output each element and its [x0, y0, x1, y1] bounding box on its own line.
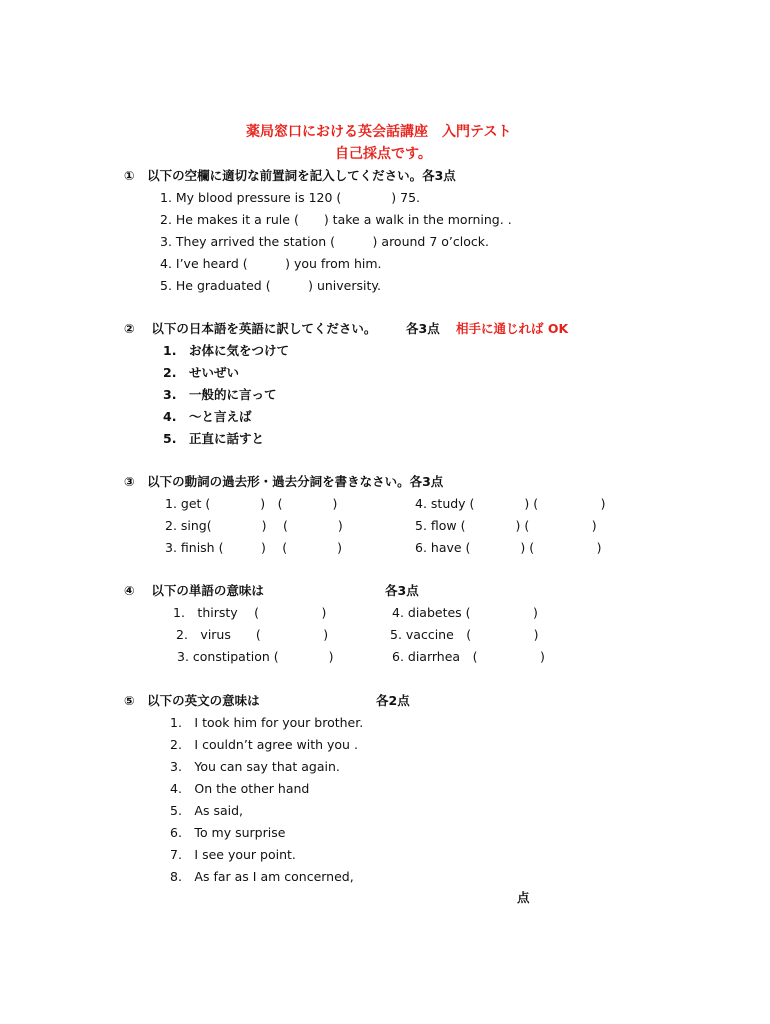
- s2-item-4: 4. ～と言えば: [163, 409, 252, 424]
- s5-item-8: 8. As far as I am concerned,: [170, 869, 354, 884]
- section-5-header: ⑤ 以下の英文の意味は: [124, 693, 260, 708]
- s1-item-2: 2. He makes it a rule ( ) take a walk in the morning. .: [160, 212, 512, 227]
- s3-item-1: 1. get ( ) ( ): [165, 496, 338, 511]
- section-2-note: 相手に通じれば OK: [456, 321, 569, 336]
- page-subtitle: 自己採点です。: [335, 146, 432, 162]
- s1-item-1: 1. My blood pressure is 120 ( ) 75.: [160, 190, 421, 205]
- s4-item-6: 6. diarrhea ( ): [392, 649, 545, 664]
- s1-item-3: 3. They arrived the station ( ) around 7 o’clock.: [160, 234, 489, 249]
- section-5-points: 各2点: [376, 693, 410, 708]
- s2-item-5: 5. 正直に話すと: [163, 431, 264, 446]
- section-1-header: ① 以下の空欄に適切な前置詞を記入してください。各3点: [124, 168, 456, 183]
- s1-item-5: 5. He graduated ( ) university.: [160, 278, 381, 293]
- section-3-header: ③ 以下の動詞の過去形・過去分詞を書きなさい。各3点: [124, 474, 444, 489]
- s5-item-1: 1. I took him for your brother.: [170, 715, 364, 730]
- s4-item-1: 1. thirsty ( ): [173, 605, 327, 620]
- s5-item-6: 6. To my surprise: [170, 825, 286, 840]
- score-label: 点: [517, 890, 530, 905]
- s5-item-4: 4. On the other hand: [170, 781, 310, 796]
- s3-item-6: 6. have ( ) ( ): [415, 540, 602, 555]
- section-2-points: 各3点: [406, 321, 440, 336]
- section-2-header: ② 以下の日本語を英語に訳してください。: [124, 321, 377, 336]
- s5-item-5: 5. As said,: [170, 803, 244, 818]
- s4-item-3: 3. constipation ( ): [177, 649, 334, 664]
- section-4-header: ④ 以下の単語の意味は: [124, 583, 264, 598]
- s4-item-4: 4. diabetes ( ): [392, 605, 538, 620]
- s3-item-3: 3. finish ( ) ( ): [165, 540, 343, 555]
- s4-item-5: 5. vaccine ( ): [390, 627, 539, 642]
- s3-item-5: 5. flow ( ) ( ): [415, 518, 597, 533]
- s2-item-3: 3. 一般的に言って: [163, 387, 277, 402]
- s2-item-2: 2. せいぜい: [163, 365, 239, 380]
- s3-item-4: 4. study ( ) ( ): [415, 496, 606, 511]
- s5-item-3: 3. You can say that again.: [170, 759, 340, 774]
- section-4-points: 各3点: [385, 583, 419, 598]
- s3-item-2: 2. sing( ) ( ): [165, 518, 343, 533]
- page-title: 薬局窓口における英会話講座 入門テスト: [246, 124, 512, 140]
- s4-item-2: 2. virus ( ): [176, 627, 329, 642]
- s2-item-1: 1. お体に気をつけて: [163, 343, 289, 358]
- s5-item-2: 2. I couldn’t agree with you .: [170, 737, 358, 752]
- s5-item-7: 7. I see your point.: [170, 847, 296, 862]
- s1-item-4: 4. I’ve heard ( ) you from him.: [160, 256, 382, 271]
